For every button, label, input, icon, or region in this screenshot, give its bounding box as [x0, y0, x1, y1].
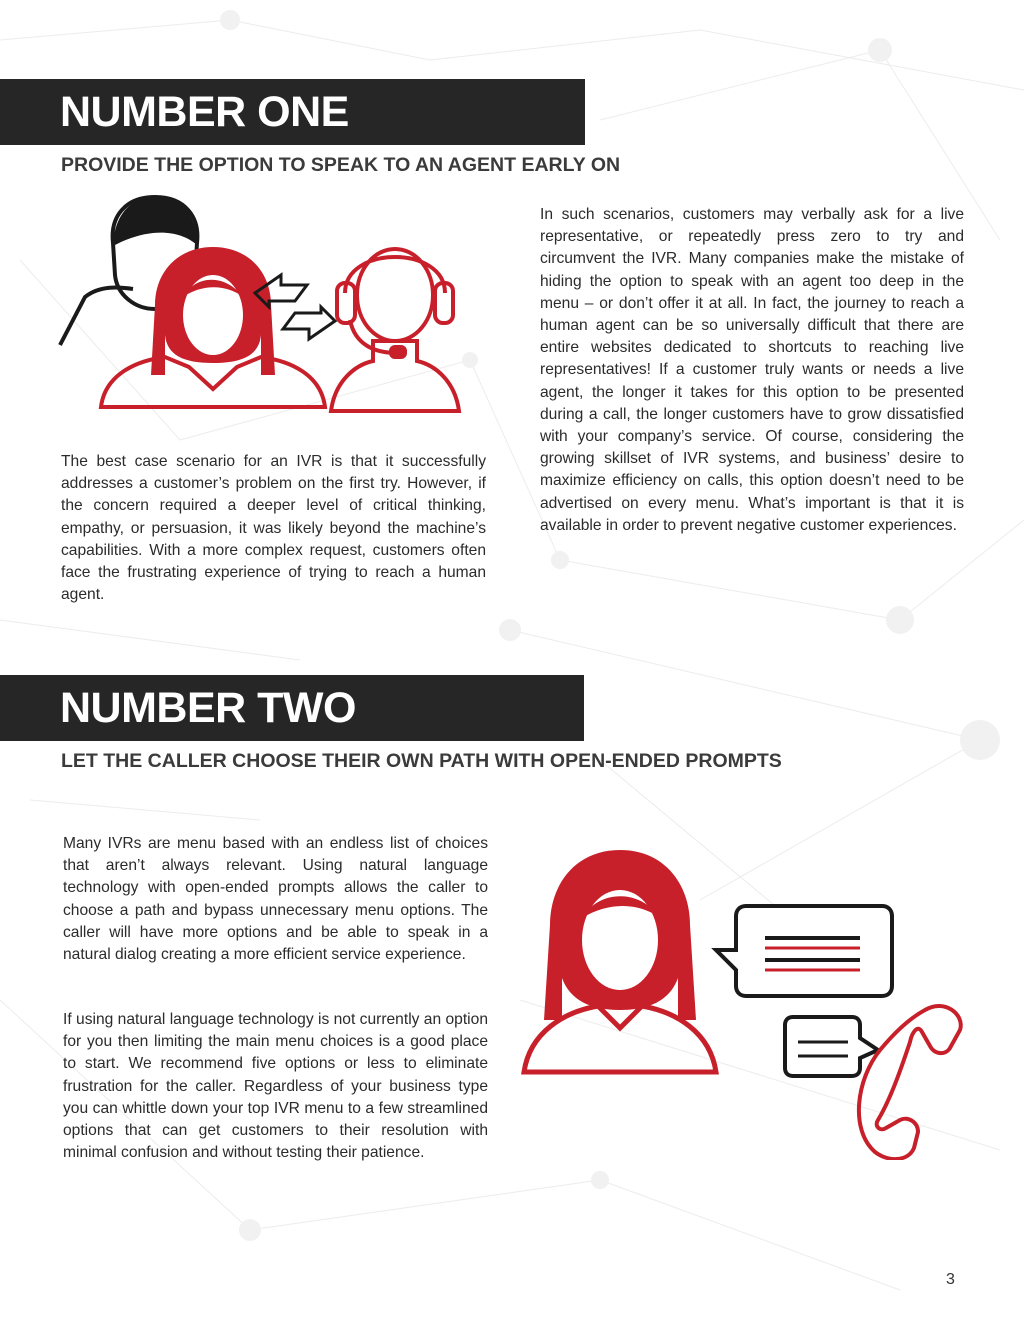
section-one-banner [0, 79, 585, 145]
section-two-subtitle: LET THE CALLER CHOOSE THEIR OWN PATH WITH OPEN-ENDED PROMPTS [61, 750, 782, 772]
section-one-subtitle: PROVIDE THE OPTION TO SPEAK TO AN AGENT EARLY ON [61, 154, 621, 176]
section-two-banner [0, 675, 584, 741]
speech-bubble-icon [716, 906, 892, 1076]
section-one-right-paragraph: In such scenarios, customers may verbally ask for a live representative, or repeatedly press zero to try and circumvent the IVR. Many companies make the mistake of hiding the option to speak with an agent too deep in the menu – or don’t offer it at all. In fact, the journey to reach a human agent can be so universally difficult that there are entire websites dedicated to shortcuts to reaching live representatives! If a customer truly wants or needs a live agent, the longer it takes for this option to be presented during a call, the longer customers have to grow dissatisfied with your company’s service. Of course, considering the growing skillset of IVR systems, and business’ desire to maximize efficiency on calls, this option doesn’t need to be advertised on every menu. What’s important is that it is available in order to prevent negative customer experiences. [540, 206, 964, 534]
section-one-left-paragraph: The best case scenario for an IVR is that it successfully addresses a customer’s problem on the first try. However, if the concern required a deeper level of critical thinking, empathy, or persuasion, it was likely beyond the machine’s capabilities. With a more complex request, customers often face the frustrating experience of trying to reach a human agent. [61, 453, 486, 604]
section-one-title: NUMBER ONE [60, 88, 349, 136]
agent-transfer-illustration [55, 185, 485, 425]
caller-illustration [520, 810, 970, 1160]
phone-handset-icon [859, 1006, 961, 1159]
page-number: 3 [946, 1271, 955, 1288]
section-two-title: NUMBER TWO [60, 684, 356, 732]
caller-woman-icon [524, 850, 716, 1072]
agent-headset-icon [331, 249, 459, 411]
section-two-paragraph-2: If using natural language technology is not currently an option for you then limiting the main menu choices is a good place to start. We recommend five options or less to eliminate frustration for the caller. Regardless of your business type you can whittle down your top IVR menu to a few streamlined options that can get customers to their resolution with minimal confusion and without testing their patience. [63, 1011, 488, 1162]
section-two-paragraph-1: Many IVRs are menu based with an endless list of choices that aren’t always relevant. Using natural language technology with open-ended prompts allows the caller to choose a path and bypass unnecessary menu options. The caller will have more options and be able to speak in a natural dialog creating a more efficient service experience. [63, 835, 488, 964]
